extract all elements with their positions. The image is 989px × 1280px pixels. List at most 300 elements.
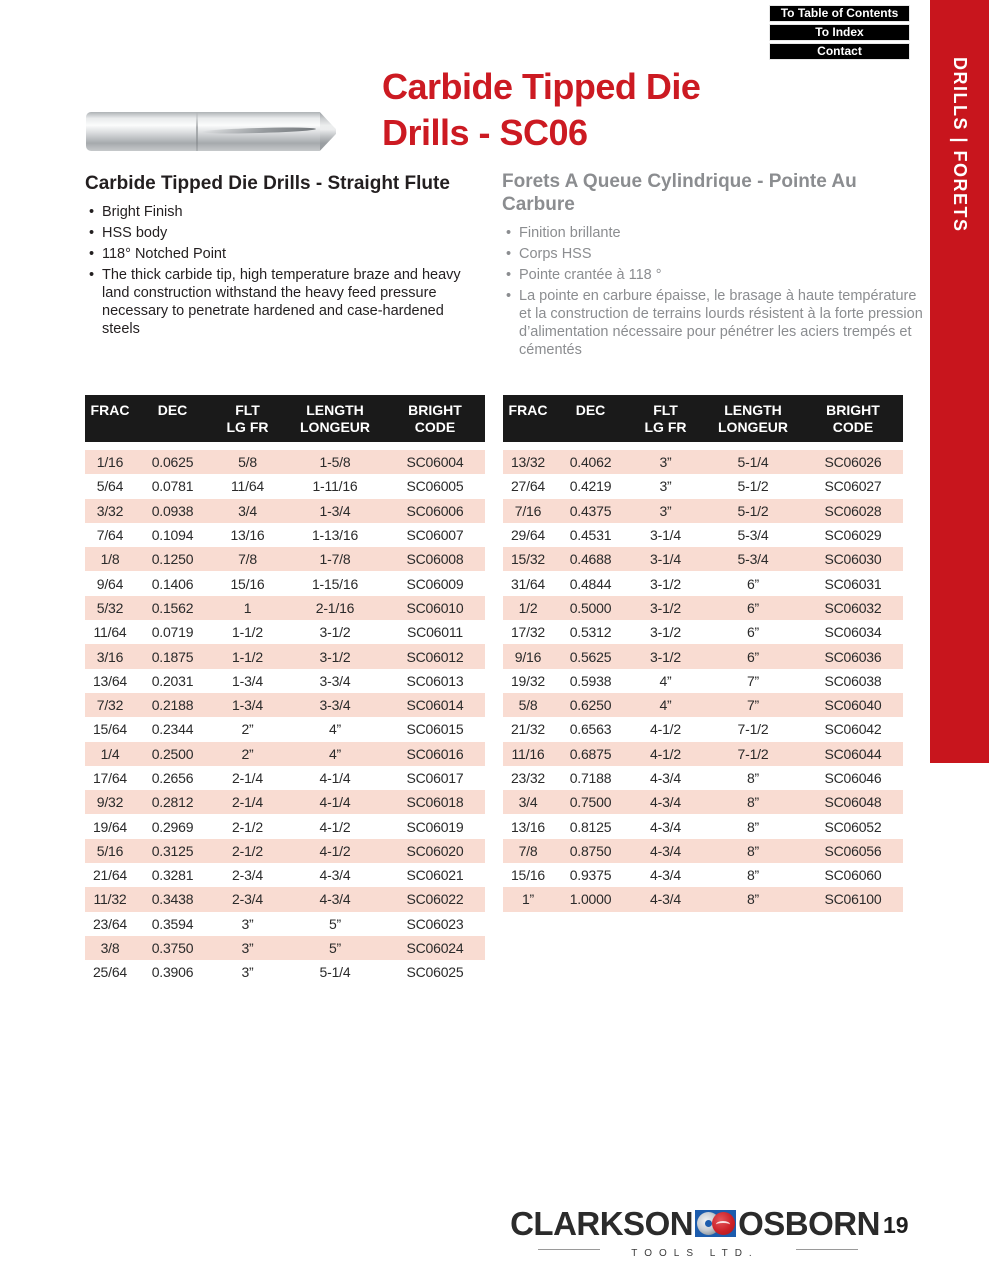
table-row bbox=[85, 571, 485, 595]
table-cell: 5-1/2 bbox=[737, 478, 769, 495]
table-cell: SC06007 bbox=[406, 527, 464, 544]
table-cell: 15/32 bbox=[510, 551, 546, 568]
table-cell: 0.5000 bbox=[569, 599, 612, 616]
table-row bbox=[503, 499, 903, 523]
table-cell: 5” bbox=[328, 915, 342, 932]
table-cell: SC06022 bbox=[406, 891, 464, 908]
bullet-dot: • bbox=[89, 204, 95, 220]
table-header-cell: DEC bbox=[157, 402, 188, 418]
table-cell: SC06056 bbox=[824, 842, 882, 859]
table-cell: 0.4375 bbox=[569, 502, 612, 519]
drill-product-photo bbox=[86, 112, 336, 151]
table-row bbox=[85, 839, 485, 863]
table-cell: SC06004 bbox=[406, 454, 464, 471]
table-cell: 0.3594 bbox=[151, 915, 194, 932]
table-cell: 1/16 bbox=[96, 454, 124, 471]
table-cell: 4-3/4 bbox=[650, 842, 681, 859]
table-row bbox=[85, 450, 485, 474]
table-header bbox=[85, 395, 485, 442]
table-cell: SC06008 bbox=[406, 551, 464, 568]
table-cell: 0.3906 bbox=[151, 964, 194, 981]
table-row bbox=[503, 863, 903, 887]
table-cell: 3” bbox=[659, 454, 672, 471]
table-cell: SC06009 bbox=[406, 575, 464, 592]
table-cell: 0.8750 bbox=[569, 842, 612, 859]
table-cell: 17/32 bbox=[510, 624, 546, 641]
table-cell: 0.4688 bbox=[569, 551, 612, 568]
table-cell: 13/16 bbox=[230, 527, 265, 544]
table-cell: 0.1562 bbox=[151, 599, 194, 616]
table-cell: 4-3/4 bbox=[650, 867, 681, 884]
table-header-cell: BRIGHT CODE bbox=[408, 402, 462, 435]
table-cell: SC06042 bbox=[824, 721, 882, 738]
table-cell: 3-3/4 bbox=[319, 672, 351, 689]
table-cell: 0.9375 bbox=[569, 867, 612, 884]
table-cell: 0.3125 bbox=[151, 842, 194, 859]
table-cell: 31/64 bbox=[510, 575, 546, 592]
table-cell: 2” bbox=[241, 721, 254, 738]
table-cell: SC06028 bbox=[824, 502, 882, 519]
table-cell: 4-1/2 bbox=[650, 745, 681, 762]
table-cell: 5/64 bbox=[96, 478, 124, 495]
table-cell: 1-11/16 bbox=[312, 478, 358, 495]
table-cell: SC06046 bbox=[824, 770, 882, 786]
table-cell: 0.3281 bbox=[151, 867, 194, 884]
bullet-text: Corps HSS bbox=[519, 246, 592, 262]
table-cell: 9/64 bbox=[96, 575, 124, 592]
table-cell: 0.1406 bbox=[151, 575, 194, 592]
table-row bbox=[85, 814, 485, 838]
nav-button-stack bbox=[769, 5, 910, 62]
table-cell: SC06006 bbox=[406, 502, 464, 519]
bullet-item bbox=[85, 266, 485, 338]
table-cell: 25/64 bbox=[92, 964, 128, 981]
table-cell: 0.4062 bbox=[569, 454, 612, 471]
table-row bbox=[503, 450, 903, 474]
table-cell: 5-3/4 bbox=[737, 527, 769, 544]
table-cell: SC06019 bbox=[406, 818, 464, 835]
table-row bbox=[503, 742, 903, 766]
table-cell: 7/8 bbox=[238, 551, 257, 568]
table-cell: 11/16 bbox=[511, 745, 545, 762]
table-cell: 0.0719 bbox=[151, 624, 194, 641]
table-cell: 2-3/4 bbox=[232, 891, 263, 908]
table-cell: 21/64 bbox=[92, 867, 128, 884]
table-row bbox=[85, 912, 485, 936]
table-cell: 1/8 bbox=[100, 551, 120, 568]
table-cell: 0.3438 bbox=[151, 891, 194, 908]
nav-to-index-button[interactable]: To Index bbox=[769, 24, 910, 41]
table-cell: SC06014 bbox=[406, 697, 464, 714]
table-cell: 9/32 bbox=[96, 794, 124, 811]
table-row bbox=[85, 523, 485, 547]
intro-english bbox=[85, 172, 485, 341]
table-row bbox=[503, 790, 903, 814]
bullet-text: Pointe crantée à 118 ° bbox=[519, 267, 662, 283]
table-cell: 15/64 bbox=[92, 721, 128, 738]
table-row bbox=[503, 474, 903, 498]
table-cell: SC06010 bbox=[406, 599, 464, 616]
table-header-cell: DEC bbox=[575, 402, 606, 418]
brand-word-osborn: OSBORN bbox=[738, 1205, 880, 1242]
table-cell: 0.7188 bbox=[569, 770, 612, 786]
table-row bbox=[85, 887, 485, 911]
bullet-dot: • bbox=[89, 225, 95, 241]
brand-rule-right bbox=[796, 1249, 858, 1250]
table-row bbox=[85, 474, 485, 498]
table-cell: SC06044 bbox=[824, 745, 882, 762]
table-cell: 5-1/2 bbox=[737, 502, 769, 519]
page-number: 19 bbox=[883, 1212, 909, 1238]
table-cell: 5/8 bbox=[238, 454, 257, 471]
table-cell: 8” bbox=[746, 867, 760, 884]
table-cell: 2-1/2 bbox=[232, 818, 263, 835]
table-cell: 1/2 bbox=[518, 599, 538, 616]
table-cell: 0.4844 bbox=[569, 575, 612, 592]
intro-english-heading: Carbide Tipped Die Drills - Straight Flute bbox=[85, 173, 450, 194]
table-header-cell: FLT LG FR bbox=[226, 402, 269, 435]
brand-tools-row bbox=[530, 1243, 860, 1261]
table-cell: 4” bbox=[328, 745, 342, 762]
nav-to-table-of-contents-button[interactable]: To Table of Contents bbox=[769, 5, 910, 22]
table-cell: 1-3/4 bbox=[232, 697, 263, 714]
table-row bbox=[503, 571, 903, 595]
table-cell: 23/32 bbox=[510, 770, 546, 786]
table-cell: SC06020 bbox=[406, 842, 464, 859]
table-cell: 3-1/4 bbox=[650, 551, 681, 568]
table-row bbox=[85, 863, 485, 887]
table-row bbox=[503, 766, 903, 790]
intro-french-bullets bbox=[502, 224, 927, 359]
table-cell: 3” bbox=[241, 915, 254, 932]
table-cell: 1 bbox=[243, 599, 252, 616]
table-cell: SC06023 bbox=[406, 915, 464, 932]
table-cell: SC06060 bbox=[824, 867, 882, 884]
bullet-item bbox=[502, 224, 927, 242]
brand-wordmark bbox=[510, 1205, 880, 1242]
table-cell: 7/32 bbox=[96, 697, 124, 714]
table-cell: 2-1/4 bbox=[232, 770, 263, 786]
table-cell: 1-3/4 bbox=[319, 502, 351, 519]
table-cell: SC06027 bbox=[824, 478, 882, 495]
table-cell: 1-7/8 bbox=[319, 551, 351, 568]
table-cell: SC06034 bbox=[824, 624, 882, 641]
table-cell: 0.0625 bbox=[151, 454, 194, 471]
brand-rule-left bbox=[538, 1249, 600, 1250]
bullet-item bbox=[502, 245, 927, 263]
table-cell: 7/8 bbox=[518, 842, 538, 859]
table-cell: 3-1/2 bbox=[650, 648, 681, 665]
table-row bbox=[85, 499, 485, 523]
table-cell: 2” bbox=[241, 745, 254, 762]
table-cell: SC06048 bbox=[824, 794, 882, 811]
table-cell: SC06030 bbox=[824, 551, 882, 568]
table-body bbox=[85, 450, 485, 985]
table-row bbox=[503, 717, 903, 741]
table-cell: SC06025 bbox=[406, 964, 464, 981]
table-cell: 6” bbox=[746, 575, 760, 592]
bullet-dot: • bbox=[89, 246, 95, 262]
table-cell: 11/64 bbox=[231, 478, 264, 495]
table-cell: 5-1/4 bbox=[319, 964, 351, 981]
table-cell: SC06012 bbox=[406, 648, 464, 665]
table-row bbox=[85, 644, 485, 668]
table-row bbox=[85, 596, 485, 620]
table-cell: 4-3/4 bbox=[650, 794, 681, 811]
table-row bbox=[503, 523, 903, 547]
intro-french-heading: Forets A Queue Cylindrique - Pointe Au Carbure bbox=[502, 171, 857, 215]
table-cell: 3-1/2 bbox=[650, 575, 681, 592]
table-cell: 8” bbox=[746, 842, 760, 859]
table-cell: 8” bbox=[746, 770, 760, 786]
table-cell: SC06021 bbox=[406, 867, 464, 884]
table-cell: 0.5938 bbox=[569, 672, 612, 689]
table-cell: 8” bbox=[746, 794, 760, 811]
table-cell: 13/16 bbox=[510, 818, 546, 835]
brand-tools-label: TOOLS LTD. bbox=[631, 1248, 759, 1259]
bullet-dot: • bbox=[506, 267, 512, 283]
table-header-cell: BRIGHT CODE bbox=[826, 402, 880, 435]
intro-french bbox=[502, 170, 927, 362]
table-cell: 3-1/2 bbox=[319, 624, 351, 641]
page-title-line1: Carbide Tipped Die bbox=[382, 66, 701, 107]
table-cell: 3-1/2 bbox=[319, 648, 351, 665]
table-cell: 4-1/2 bbox=[319, 818, 351, 835]
table-cell: 0.0938 bbox=[151, 502, 194, 519]
table-cell: 7/64 bbox=[96, 527, 124, 544]
page-title-line2: Drills - SC06 bbox=[382, 112, 588, 153]
table-cell: 3/32 bbox=[96, 502, 124, 519]
table-cell: SC06029 bbox=[824, 527, 882, 544]
bullet-dot: • bbox=[506, 246, 512, 262]
table-cell: SC06036 bbox=[824, 648, 882, 665]
table-cell: 7-1/2 bbox=[737, 745, 769, 762]
table-cell: 3/4 bbox=[518, 794, 538, 811]
table-row bbox=[85, 742, 485, 766]
table-cell: 1/4 bbox=[100, 745, 120, 762]
table-cell: 19/32 bbox=[510, 672, 546, 689]
table-cell: 8” bbox=[746, 891, 760, 908]
table-cell: 0.1094 bbox=[151, 527, 194, 544]
table-cell: 0.6563 bbox=[569, 721, 612, 738]
drill-size-table-right bbox=[503, 395, 903, 912]
brand-word-clarkson: CLARKSON bbox=[510, 1205, 694, 1242]
table-cell: 2-1/2 bbox=[232, 842, 263, 859]
table-cell: SC06024 bbox=[406, 940, 464, 957]
table-row bbox=[503, 887, 903, 911]
intro-english-bullets bbox=[85, 203, 485, 338]
drill-shank-line bbox=[196, 112, 198, 151]
table-cell: 4” bbox=[328, 721, 342, 738]
table-cell: 0.5625 bbox=[569, 648, 612, 665]
table-cell: 23/64 bbox=[92, 915, 128, 932]
table-row bbox=[503, 669, 903, 693]
table-cell: 4-1/4 bbox=[319, 770, 351, 786]
table-cell: 7/16 bbox=[514, 502, 542, 519]
table-cell: SC06032 bbox=[824, 599, 882, 616]
table-cell: 3-1/2 bbox=[650, 599, 681, 616]
table-cell: 2-1/16 bbox=[315, 599, 355, 616]
bullet-text: Bright Finish bbox=[102, 204, 183, 220]
table-row bbox=[503, 596, 903, 620]
table-cell: SC06011 bbox=[407, 624, 463, 641]
table-row bbox=[85, 960, 485, 984]
table-cell: 1-3/4 bbox=[232, 672, 263, 689]
table-header-cell: FRAC bbox=[508, 402, 548, 418]
clarkson-osborn-logo-icon bbox=[695, 1210, 736, 1237]
table-row bbox=[85, 693, 485, 717]
table-row bbox=[85, 766, 485, 790]
bullet-dot: • bbox=[506, 225, 512, 241]
table-cell: 4-1/2 bbox=[319, 842, 351, 859]
table-cell: 5/16 bbox=[96, 842, 124, 859]
table-cell: 15/16 bbox=[230, 575, 265, 592]
drill-size-table-left bbox=[85, 395, 485, 985]
table-cell: 9/16 bbox=[514, 648, 542, 665]
table-cell: 11/32 bbox=[93, 891, 127, 908]
table-row bbox=[85, 547, 485, 571]
table-cell: SC06005 bbox=[406, 478, 464, 495]
table-row bbox=[85, 717, 485, 741]
nav-contact-button[interactable]: Contact bbox=[769, 43, 910, 60]
table-cell: 6” bbox=[746, 624, 760, 641]
table-cell: 4” bbox=[659, 697, 672, 714]
table-cell: 6” bbox=[746, 599, 760, 616]
table-cell: 7” bbox=[746, 672, 760, 689]
footer-brand-logo bbox=[510, 1205, 880, 1261]
table-cell: 13/64 bbox=[92, 672, 128, 689]
table-cell: 2-3/4 bbox=[232, 867, 263, 884]
table-cell: 4-1/2 bbox=[650, 721, 681, 738]
table-cell: 1-5/8 bbox=[319, 454, 351, 471]
table-cell: 11/64 bbox=[93, 624, 127, 641]
table-row bbox=[85, 669, 485, 693]
table-cell: 0.3750 bbox=[151, 940, 194, 957]
table-row bbox=[85, 620, 485, 644]
table-cell: 4-3/4 bbox=[650, 818, 681, 835]
bullet-text: The thick carbide tip, high temperature braze and heavy land construction withstand the heavy feed pressure necessary to penetrate hardened and case-hardened steels bbox=[102, 267, 461, 337]
table-cell: 0.1875 bbox=[151, 648, 194, 665]
table-cell: 0.4531 bbox=[569, 527, 612, 544]
table-cell: 4-3/4 bbox=[650, 770, 681, 786]
table-cell: 0.6875 bbox=[569, 745, 612, 762]
table-cell: 21/32 bbox=[510, 721, 546, 738]
table-cell: 15/16 bbox=[510, 867, 546, 884]
table-cell: 27/64 bbox=[510, 478, 546, 495]
bullet-item bbox=[85, 224, 485, 242]
table-cell: 4-1/4 bbox=[319, 794, 351, 811]
drill-tip-facet bbox=[316, 112, 336, 151]
table-cell: 3-1/4 bbox=[650, 527, 681, 544]
table-cell: 8” bbox=[746, 818, 760, 835]
table-cell: 1.0000 bbox=[569, 891, 612, 908]
table-row bbox=[85, 936, 485, 960]
table-cell: 3” bbox=[241, 964, 254, 981]
table-cell: 0.4219 bbox=[569, 478, 612, 495]
bullet-item bbox=[85, 245, 485, 263]
red-disc-icon bbox=[712, 1212, 735, 1235]
table-cell: SC06026 bbox=[824, 454, 882, 471]
table-cell: SC06052 bbox=[824, 818, 882, 835]
table-cell: 5/32 bbox=[96, 599, 124, 616]
table-cell: 17/64 bbox=[92, 770, 128, 786]
table-cell: 0.7500 bbox=[569, 794, 612, 811]
table-cell: 0.0781 bbox=[151, 478, 194, 495]
table-cell: 2-1/4 bbox=[232, 794, 263, 811]
table-cell: 3” bbox=[241, 940, 254, 957]
table-cell: 4-3/4 bbox=[650, 891, 681, 908]
table-cell: SC06100 bbox=[824, 891, 882, 908]
bullet-item bbox=[85, 203, 485, 221]
table-cell: 13/32 bbox=[510, 454, 546, 471]
table-cell: 1-15/16 bbox=[311, 575, 359, 592]
table-cell: 3” bbox=[659, 502, 672, 519]
table-row bbox=[503, 693, 903, 717]
bullet-text: 118° Notched Point bbox=[102, 246, 227, 262]
table-cell: 0.2500 bbox=[151, 745, 194, 762]
table-header bbox=[503, 395, 903, 442]
table-cell: 1-13/16 bbox=[311, 527, 359, 544]
table-cell: SC06013 bbox=[406, 672, 464, 689]
table-cell: 5-1/4 bbox=[737, 454, 769, 471]
table-row bbox=[503, 814, 903, 838]
table-cell: 29/64 bbox=[510, 527, 546, 544]
table-cell: 5” bbox=[328, 940, 342, 957]
table-cell: 4” bbox=[659, 672, 672, 689]
table-cell: SC06015 bbox=[406, 721, 464, 738]
table-cell: 3/16 bbox=[96, 648, 124, 665]
table-cell: 4-3/4 bbox=[319, 891, 351, 908]
table-cell: 0.2812 bbox=[151, 794, 194, 811]
table-cell: 7-1/2 bbox=[737, 721, 769, 738]
table-cell: SC06038 bbox=[824, 672, 882, 689]
table-cell: 3-3/4 bbox=[319, 697, 351, 714]
table-cell: 0.1250 bbox=[151, 551, 194, 568]
table-cell: 6” bbox=[746, 648, 760, 665]
table-cell: 19/64 bbox=[92, 818, 128, 835]
table-cell: 3-1/2 bbox=[650, 624, 681, 641]
table-cell: 5/8 bbox=[518, 697, 538, 714]
bullet-text: La pointe en carbure épaisse, le brasage à haute température et la construction de terrains lourds résistent à la forte pression d’alimentation nécessaire pour pénétrer les aciers trempés et cémentés bbox=[519, 288, 923, 358]
table-cell: SC06016 bbox=[406, 745, 464, 762]
table-cell: SC06017 bbox=[406, 770, 464, 786]
table-header-cell: LENGTH LONGEUR bbox=[718, 402, 788, 435]
table-cell: 0.2969 bbox=[151, 818, 194, 835]
section-side-tab bbox=[930, 0, 989, 763]
table-row bbox=[503, 547, 903, 571]
table-cell: 0.2344 bbox=[151, 721, 194, 738]
bullet-item bbox=[502, 287, 927, 359]
table-header-cell: FRAC bbox=[90, 402, 130, 418]
table-cell: 1” bbox=[521, 891, 535, 908]
bullet-text: HSS body bbox=[102, 225, 168, 241]
table-cell: 3/8 bbox=[100, 940, 120, 957]
table-header-cell: FLT LG FR bbox=[644, 402, 687, 435]
table-cell: 0.2031 bbox=[151, 672, 194, 689]
table-cell: SC06031 bbox=[824, 575, 882, 592]
table-cell: 7” bbox=[746, 697, 760, 714]
table-row bbox=[85, 790, 485, 814]
section-side-tab-label: DRILLS | FORETS bbox=[950, 57, 970, 233]
table-cell: 3” bbox=[659, 478, 672, 495]
table-cell: 0.2188 bbox=[151, 697, 194, 714]
table-cell: 3/4 bbox=[238, 502, 257, 519]
bullet-dot: • bbox=[506, 288, 512, 304]
bullet-item bbox=[502, 266, 927, 284]
table-cell: SC06040 bbox=[824, 697, 882, 714]
page-title bbox=[382, 64, 700, 156]
table-row bbox=[503, 620, 903, 644]
